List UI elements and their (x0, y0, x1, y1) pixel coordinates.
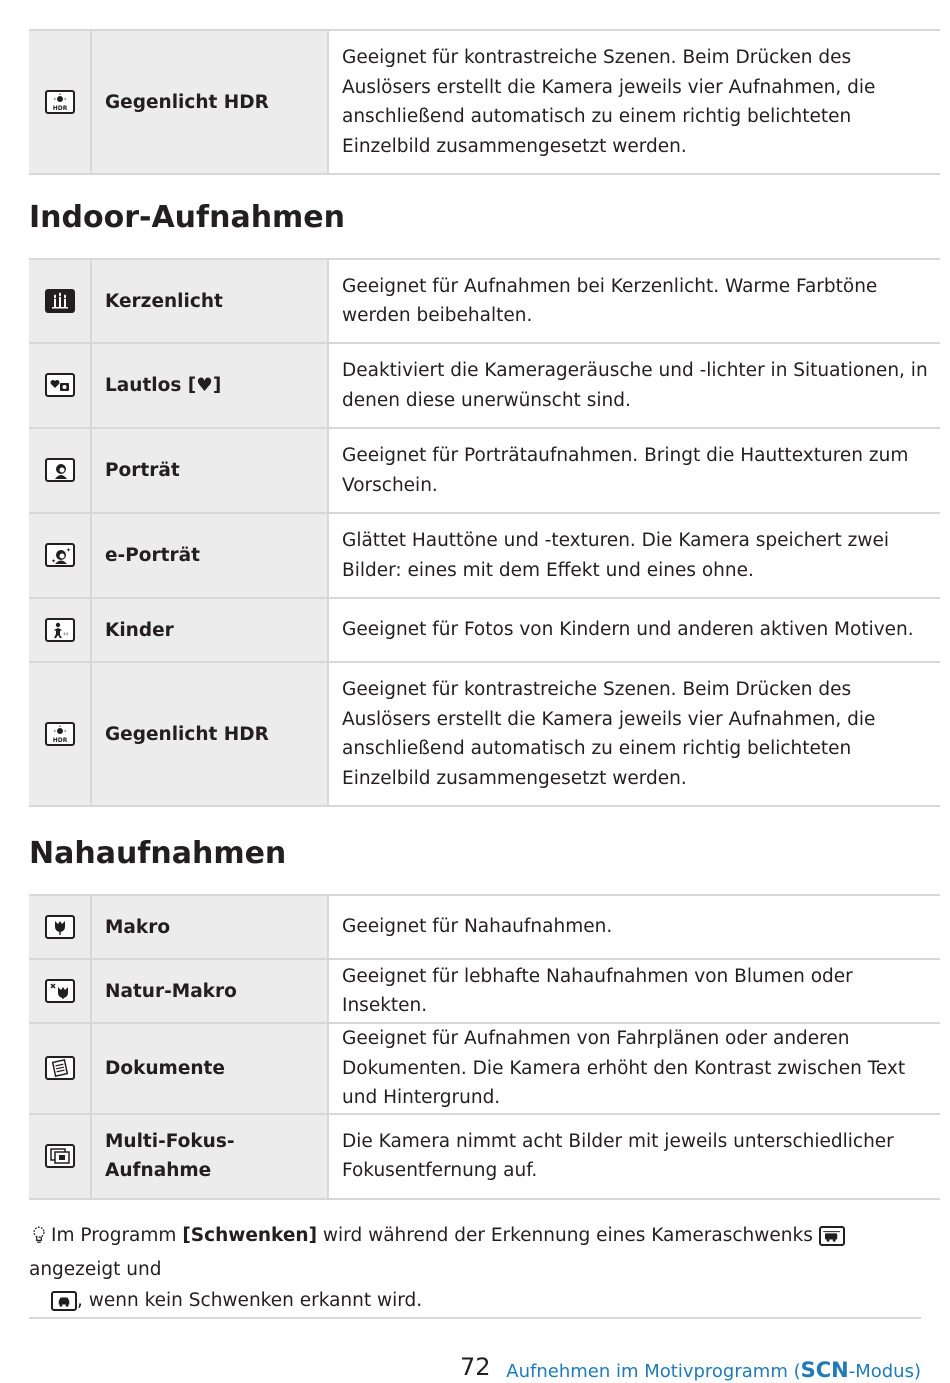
table-row (29, 1023, 940, 1114)
candle-icon (45, 289, 75, 313)
scene-name: e-Porträt (91, 513, 328, 598)
documents-icon (45, 1056, 75, 1080)
panning-not-detected-icon (51, 1291, 77, 1311)
chapter-link[interactable] (506, 1358, 921, 1382)
section-heading-closeup: Nahaufnahmen (29, 836, 287, 871)
scene-table-top (29, 29, 940, 175)
scene-description: Geeignet für kontrastreiche Szenen. Beim Drücken des Auslösers erstellt die Kamera jeweils vier Aufnahmen, die anschließend automatisch zu einem richtig belichteten Einzelbild zusammengesetzt werden. (328, 662, 940, 806)
macro-icon (45, 915, 75, 939)
scene-description: Geeignet für lebhafte Nahaufnahmen von Blumen oder Insekten. (328, 959, 940, 1023)
scene-description: Die Kamera nimmt acht Bilder mit jeweils unterschiedlicher Fokusentfernung auf. (328, 1114, 940, 1199)
portrait-icon (45, 458, 75, 482)
nature-macro-icon (45, 979, 75, 1003)
scene-name: Kinder (91, 598, 328, 662)
note-after-icon2: , wenn kein Schwenken erkannt wird. (77, 1290, 423, 1311)
table-row (29, 959, 940, 1023)
table-row (29, 343, 940, 428)
svg-text:HDR: HDR (52, 736, 67, 743)
scene-description: Geeignet für Aufnahmen von Fahrplänen oder anderen Dokumenten. Die Kamera erhöht den Kontrast zwischen Text und Hintergrund. (328, 1023, 940, 1114)
table-row (29, 513, 940, 598)
svg-text:‹‹: ‹‹ (62, 629, 69, 638)
table-row (29, 30, 940, 174)
note-after-icon1: angezeigt und (29, 1259, 162, 1280)
note-prefix: Im Programm (51, 1225, 183, 1246)
scene-name: Natur-Makro (91, 959, 328, 1023)
note-middle: wird während der Erkennung eines Kameraschwenks (317, 1225, 819, 1246)
scene-name: Gegenlicht HDR (91, 30, 328, 174)
tip-icon (29, 1223, 51, 1254)
svg-text:✦: ✦ (65, 547, 71, 554)
scene-name: Kerzenlicht (91, 259, 328, 343)
chapter-link-prefix: Aufnehmen im Motivprogramm ( (506, 1361, 801, 1382)
scene-description: Glättet Hauttöne und -texturen. Die Kamera speichert zwei Bilder: eines mit dem Effekt und eines ohne. (328, 513, 940, 598)
scene-name: Makro (91, 895, 328, 959)
table-row (29, 895, 940, 959)
scene-description: Geeignet für Aufnahmen bei Kerzenlicht. Warme Farbtöne werden beibehalten. (328, 259, 940, 343)
scene-table-indoor (29, 258, 940, 807)
scene-table-closeup (29, 894, 940, 1200)
chapter-link-suffix: -Modus) (848, 1361, 921, 1382)
scene-description: Geeignet für Nahaufnahmen. (328, 895, 940, 959)
note-panning-option: [Schwenken] (182, 1225, 318, 1246)
table-row (29, 259, 940, 343)
scene-description: Deaktiviert die Kamerageräusche und -lichter in Situationen, in denen diese unerwünscht sind. (328, 343, 940, 428)
scene-description: Geeignet für kontrastreiche Szenen. Beim Drücken des Auslösers erstellt die Kamera jeweils vier Aufnahmen, die anschließend automatisch zu einem richtig belichteten Einzelbild zusammengesetzt werden. (328, 30, 940, 174)
children-icon (45, 618, 75, 642)
svg-text:HDR: HDR (52, 104, 67, 111)
page-number: 72 (460, 1353, 491, 1381)
table-row (29, 1114, 940, 1199)
scene-name: Lautlos [♥] (91, 343, 328, 428)
scene-name: Gegenlicht HDR (91, 662, 328, 806)
table-row (29, 598, 940, 662)
svg-text:✦: ✦ (50, 558, 56, 564)
chapter-link-mode: SCN (800, 1358, 849, 1382)
scene-name: Dokumente (91, 1023, 328, 1114)
hint-note (29, 1220, 929, 1316)
scene-name: Porträt (91, 428, 328, 513)
scene-description: Geeignet für Fotos von Kindern und anderen aktiven Motiven. (328, 598, 940, 662)
backlight-hdr-icon (45, 90, 75, 114)
silent-icon (45, 373, 75, 397)
footer-divider (29, 1317, 921, 1319)
section-heading-indoor: Indoor-Aufnahmen (29, 200, 346, 235)
backlight-hdr-icon (45, 722, 75, 746)
scene-description: Geeignet für Porträtaufnahmen. Bringt die Hauttexturen zum Vorschein. (328, 428, 940, 513)
table-row (29, 428, 940, 513)
e-portrait-icon (45, 543, 75, 567)
scene-name: Multi-Fokus-Aufnahme (91, 1114, 328, 1199)
focus-stacking-icon (45, 1144, 75, 1168)
panning-detected-icon (819, 1226, 845, 1246)
table-row (29, 662, 940, 806)
